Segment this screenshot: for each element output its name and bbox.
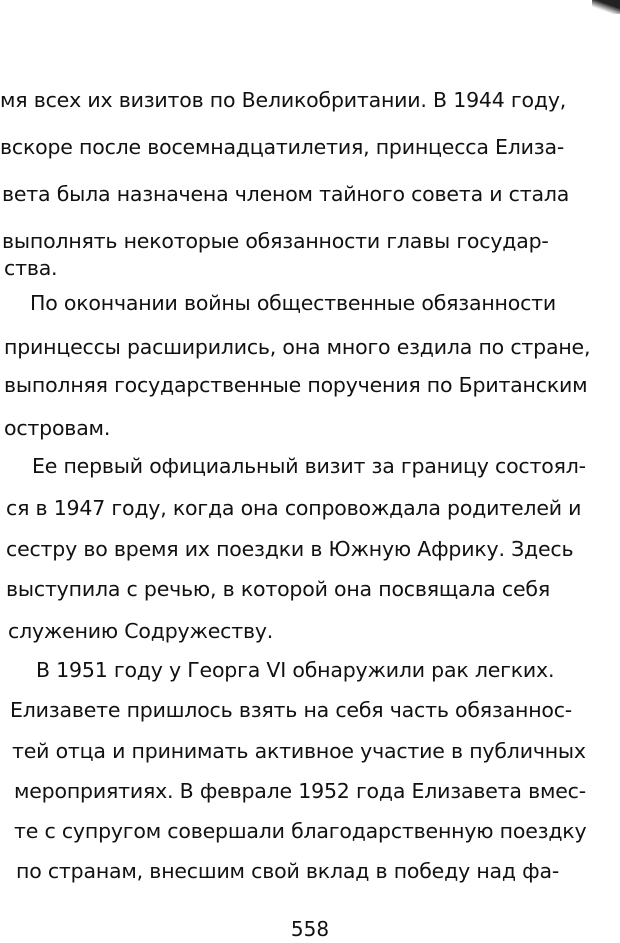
paragraph-first-line: Ее первый официальный визит за границу состоял- [32, 454, 586, 478]
text-line: ся в 1947 году, когда она сопровождала родителей и [6, 496, 582, 520]
text-line: тей отца и принимать активное участие в публичных [12, 739, 586, 763]
text-line: мероприятиях. В феврале 1952 года Елизавета вмес- [14, 779, 586, 803]
paragraph-first-line: В 1951 году у Георга VI обнаружили рак легких. [36, 658, 555, 682]
text-line: вета была назначена членом тайного совета и стала [2, 182, 570, 206]
text-line: выполнять некоторые обязанности главы государ- [2, 229, 549, 253]
text-line: сестру во время их поездки в Южную Африку. Здесь [6, 537, 574, 561]
page-number: 558 [290, 917, 330, 941]
text-line: Елизавете пришлось взять на себя часть обязаннос- [10, 698, 573, 722]
text-line: ства. [4, 256, 58, 280]
text-line: выполняя государственные поручения по Британским [4, 373, 588, 397]
text-line: островам. [4, 416, 111, 440]
text-line: мя всех их визитов по Великобритании. В 1944 году, [0, 88, 567, 112]
text-line: те с супругом совершали благодарственную поездку [14, 819, 587, 843]
paragraph-first-line: По окончании войны общественные обязанности [30, 291, 557, 315]
text-line: служению Содружеству. [8, 619, 274, 643]
text-line: по странам, внесшим свой вклад в победу над фа- [16, 859, 560, 883]
text-line: вскоре после восемнадцатилетия, принцесса Елиза- [0, 135, 565, 159]
scan-corner-mark [592, 0, 620, 14]
text-line: принцессы расширились, она много ездила по стране, [4, 335, 591, 359]
text-line: выступила с речью, в которой она посвящала себя [6, 577, 550, 601]
